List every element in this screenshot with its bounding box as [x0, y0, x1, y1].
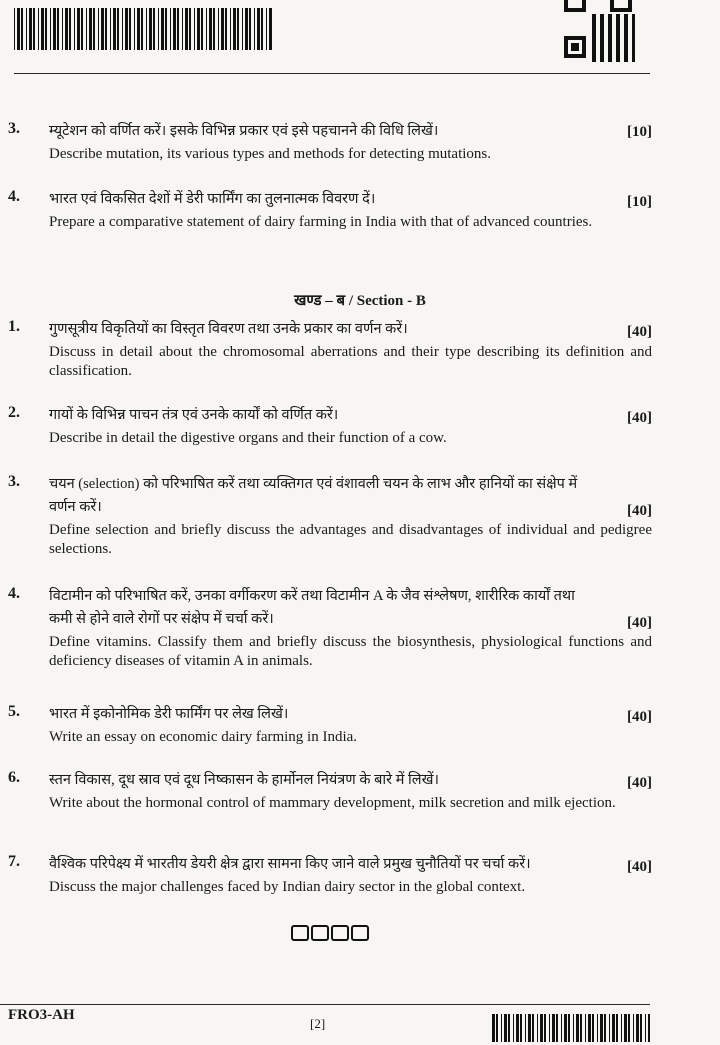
- page-number: [2]: [310, 1016, 326, 1031]
- end-of-paper-boxes: [291, 925, 369, 941]
- section-b-title: खण्ड – ब / Section - B: [294, 293, 426, 309]
- question-text-hindi: भारत में इकोनोमिक डेरी फार्मिंग पर लेख लिखें।: [49, 706, 289, 722]
- question-b-7: [8, 853, 652, 897]
- end-box: [351, 925, 369, 941]
- question-marks: [10]: [627, 194, 652, 210]
- question-number: 1.: [8, 318, 20, 335]
- question-b-2: [8, 404, 652, 448]
- question-text-english: Write an essay on economic dairy farming in India.: [49, 729, 358, 745]
- question-b-1: [8, 318, 652, 381]
- question-text-english: Write about the hormonal control of mammary development, milk secretion and milk ejection.: [49, 795, 616, 811]
- question-marks: [40]: [627, 775, 652, 791]
- question-marks: [40]: [627, 615, 652, 631]
- question-a-4: [8, 188, 652, 232]
- question-number: 7.: [8, 853, 20, 870]
- question-text-english: Define selection and briefly discuss the advantages and disadvantages of individual and pedigree selections.: [49, 522, 652, 557]
- question-number: 3.: [8, 120, 20, 137]
- bottom-rule: [0, 1004, 650, 1005]
- question-text-hindi: गुणसूत्रीय विकृतियों का विस्तृत विवरण तथा उनके प्रकार का वर्णन करें।: [49, 321, 408, 337]
- question-text-hindi: विटामीन को परिभाषित करें, उनका वर्गीकरण करें तथा विटामीन A के जैव संश्लेषण, शारीरिक कार्यों तथा कमी से होने वाले रोगों पर संक्षेप में चर्चा करें।: [49, 588, 575, 627]
- barcode-bottom: [492, 1014, 650, 1042]
- question-marks: [40]: [627, 859, 652, 875]
- question-number: 4.: [8, 585, 20, 602]
- end-box: [331, 925, 349, 941]
- question-number: 4.: [8, 188, 20, 205]
- end-box: [311, 925, 329, 941]
- end-box: [291, 925, 309, 941]
- question-text-hindi: वैश्विक परिपेक्ष्य में भारतीय डेयरी क्षेत्र द्वारा सामना किए जाने वाले प्रमुख चुनौतियों पर चर्चा करें।: [49, 856, 531, 872]
- question-text-hindi: गायों के विभिन्न पाचन तंत्र एवं उनके कार्यों को वर्णित करें।: [49, 407, 339, 423]
- question-text-english: Describe in detail the digestive organs and their function of a cow.: [49, 430, 447, 446]
- question-b-4: [8, 585, 652, 671]
- question-a-3: [8, 120, 652, 164]
- question-text-hindi: म्यूटेशन को वर्णित करें। इसके विभिन्न प्रकार एवं इसे पहचानने की विधि लिखें।: [49, 123, 439, 139]
- question-marks: [40]: [627, 410, 652, 426]
- question-number: 6.: [8, 769, 20, 786]
- question-b-3: [8, 473, 652, 559]
- qr-code: [561, 0, 635, 62]
- question-marks: [40]: [627, 709, 652, 725]
- paper-code: FRO3-AH: [8, 1007, 75, 1023]
- question-text-english: Describe mutation, its various types and methods for detecting mutations.: [49, 146, 491, 162]
- question-b-5: [8, 703, 652, 747]
- question-text-english: Discuss the major challenges faced by Indian dairy sector in the global context.: [49, 879, 526, 895]
- question-number: 5.: [8, 703, 20, 720]
- question-text-hindi: भारत एवं विकसित देशों में डेरी फार्मिंग का तुलनात्मक विवरण दें।: [49, 191, 376, 207]
- question-text-english: Define vitamins. Classify them and briefly discuss the biosynthesis, physiological functions and deficiency diseases of vitamin A in animals.: [49, 634, 652, 669]
- question-number: 2.: [8, 404, 20, 421]
- question-text-hindi: स्तन विकास, दूध स्राव एवं दूध निष्कासन के हार्मोनल नियंत्रण के बारे में लिखें।: [49, 772, 439, 788]
- question-text-english: Prepare a comparative statement of dairy farming in India with that of advanced countries.: [49, 214, 593, 230]
- question-marks: [40]: [627, 503, 652, 519]
- question-text-hindi: चयन (selection) को परिभाषित करें तथा व्यक्तिगत एवं वंशावली चयन के लाभ और हानियों का संक्षेप में वर्णन करें।: [49, 476, 578, 515]
- question-marks: [10]: [627, 124, 652, 140]
- question-number: 3.: [8, 473, 20, 490]
- question-marks: [40]: [627, 324, 652, 340]
- question-text-english: Discuss in detail about the chromosomal aberrations and their type describing its definition and classification.: [49, 344, 652, 379]
- top-rule: [14, 73, 650, 74]
- question-b-6: [8, 769, 652, 813]
- barcode-top: [14, 8, 272, 50]
